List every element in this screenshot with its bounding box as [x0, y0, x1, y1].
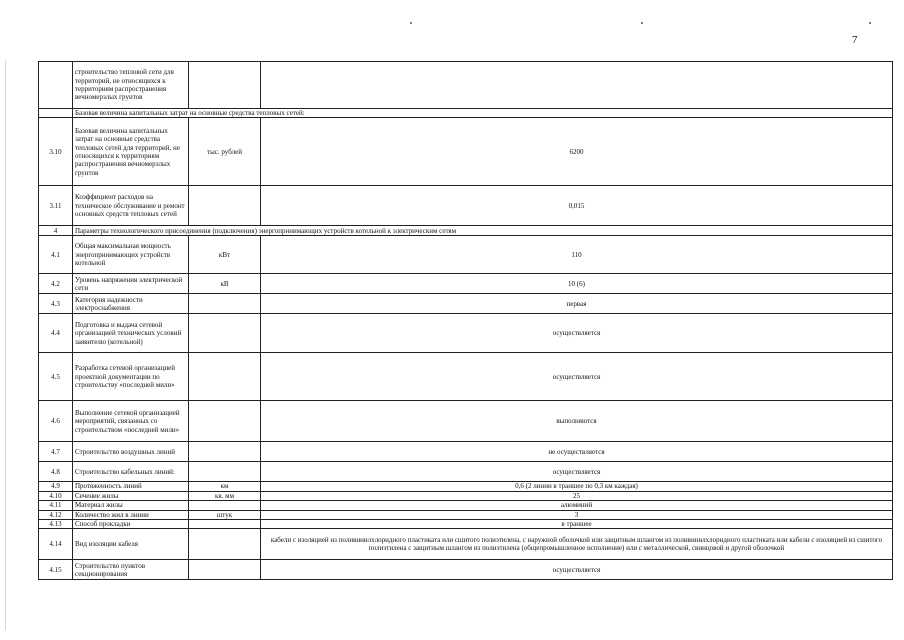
- value-cell: осуществляется: [261, 462, 893, 482]
- unit-cell: [189, 314, 261, 353]
- parameter-name: Материал жилы: [73, 501, 189, 510]
- unit-cell: [189, 560, 261, 580]
- parameter-name: Уровень напряжения электрической сети: [73, 274, 189, 294]
- unit-cell: [189, 62, 261, 109]
- table-row: [39, 462, 893, 482]
- table-row: [39, 294, 893, 314]
- section-row: [39, 109, 893, 118]
- parameter-name: Строительство пунктов секционирования: [73, 560, 189, 580]
- row-number: 4.12: [39, 510, 73, 519]
- parameter-name: строительство тепловой сети для территорий, не относящихся к территориям распространения вечномерзлых грунтов: [73, 62, 189, 109]
- row-number: 4.15: [39, 560, 73, 580]
- section-title: Параметры технологического присоединения (подключения) энергопринимающих устройств котельной к электрическим сетям: [73, 226, 893, 236]
- table-row: [39, 529, 893, 560]
- value-cell: выполняются: [261, 401, 893, 442]
- parameter-name: Протяженность линий: [73, 482, 189, 491]
- scan-speck: [869, 22, 871, 24]
- unit-cell: штук: [189, 510, 261, 519]
- unit-cell: [189, 294, 261, 314]
- parameter-name: Базовая величина капитальных затрат на основные средства тепловых сетей для территорий, не относящихся к территориям распространения вечномерзлых грунтов: [73, 118, 189, 186]
- row-number: 4.3: [39, 294, 73, 314]
- row-number: 4.2: [39, 274, 73, 294]
- row-number: 4.8: [39, 462, 73, 482]
- table-row: [39, 274, 893, 294]
- scan-edge-line: [5, 60, 6, 630]
- scan-speck: [410, 22, 412, 24]
- value-cell: 0,015: [261, 186, 893, 226]
- unit-cell: [189, 186, 261, 226]
- value-cell: первая: [261, 294, 893, 314]
- parameter-name: Общая максимальная мощность энергопринимающих устройств котельной: [73, 236, 189, 274]
- value-cell: 25: [261, 491, 893, 500]
- parameter-name: Выполнение сетевой организацией мероприятий, связанных со строительством «последней мили»: [73, 401, 189, 442]
- parameter-name: Количество жил в линии: [73, 510, 189, 519]
- parameter-name: Способ прокладки: [73, 520, 189, 529]
- value-cell: осуществляется: [261, 314, 893, 353]
- unit-cell: км: [189, 482, 261, 491]
- table-row: [39, 118, 893, 186]
- row-number: 3.11: [39, 186, 73, 226]
- table-row: [39, 520, 893, 529]
- unit-cell: [189, 520, 261, 529]
- value-cell: 6200: [261, 118, 893, 186]
- parameter-name: Строительство воздушных линий: [73, 442, 189, 462]
- parameter-name: Разработка сетевой организацией проектной документации по строительству «последней мили»: [73, 353, 189, 401]
- table-row: [39, 236, 893, 274]
- unit-cell: кв. мм: [189, 491, 261, 500]
- unit-cell: тыс. рублей: [189, 118, 261, 186]
- table-row: [39, 353, 893, 401]
- table-row: [39, 491, 893, 500]
- row-number: 4.11: [39, 501, 73, 510]
- value-cell: [261, 62, 893, 109]
- value-cell: осуществляется: [261, 560, 893, 580]
- row-number: 4.5: [39, 353, 73, 401]
- unit-cell: кВ: [189, 274, 261, 294]
- table-row: [39, 186, 893, 226]
- value-cell: 3: [261, 510, 893, 519]
- table-row: [39, 442, 893, 462]
- row-number: 4.13: [39, 520, 73, 529]
- table-row: [39, 482, 893, 491]
- row-number: 4.6: [39, 401, 73, 442]
- row-number: 4: [39, 226, 73, 236]
- table-row: [39, 560, 893, 580]
- parameter-name: Строительство кабельных линий:: [73, 462, 189, 482]
- table-row: [39, 62, 893, 109]
- parameters-table: [38, 61, 893, 580]
- row-number: [39, 62, 73, 109]
- parameter-name: Категория надежности электроснабжения: [73, 294, 189, 314]
- row-number: 4.1: [39, 236, 73, 274]
- value-cell: 10 (6): [261, 274, 893, 294]
- row-number: [39, 109, 73, 118]
- row-number: 4.14: [39, 529, 73, 560]
- scan-speck: [641, 22, 643, 24]
- table-row: [39, 501, 893, 510]
- unit-cell: [189, 353, 261, 401]
- unit-cell: [189, 501, 261, 510]
- parameter-name: Подготовка и выдача сетевой организацией технических условий заявителю (котельной): [73, 314, 189, 353]
- unit-cell: [189, 462, 261, 482]
- section-title: Базовая величина капитальных затрат на основные средства тепловых сетей:: [73, 109, 893, 118]
- parameter-name: Сечение жилы: [73, 491, 189, 500]
- value-cell: в траншее: [261, 520, 893, 529]
- table-row: [39, 510, 893, 519]
- unit-cell: кВт: [189, 236, 261, 274]
- parameter-name: Коэффициент расходов на техническое обслуживание и ремонт основных средств тепловых сетей: [73, 186, 189, 226]
- row-number: 3.10: [39, 118, 73, 186]
- table-row: [39, 401, 893, 442]
- row-number: 4.9: [39, 482, 73, 491]
- value-cell: кабели с изоляцией из поливинилхлоридного пластиката или сшитого полиэтилена, с наружной оболочкой или защитным шлангом из поливинилхлоридного пластиката или кабели с изоляцией из сшитого полиэтилена с защитным шлангом из полиэтилена (общепромышленное исполнение) или с металлической, свинцовой и другой оболочкой: [261, 529, 893, 560]
- value-cell: не осуществляется: [261, 442, 893, 462]
- unit-cell: [189, 442, 261, 462]
- value-cell: алюминий: [261, 501, 893, 510]
- unit-cell: [189, 401, 261, 442]
- unit-cell: [189, 529, 261, 560]
- page-number: 7: [852, 34, 858, 46]
- section-row: [39, 226, 893, 236]
- row-number: 4.10: [39, 491, 73, 500]
- value-cell: 110: [261, 236, 893, 274]
- value-cell: 0,6 (2 линии в траншее по 0,3 км каждая): [261, 482, 893, 491]
- row-number: 4.4: [39, 314, 73, 353]
- table-row: [39, 314, 893, 353]
- row-number: 4.7: [39, 442, 73, 462]
- parameter-name: Вид изоляции кабеля: [73, 529, 189, 560]
- value-cell: осуществляется: [261, 353, 893, 401]
